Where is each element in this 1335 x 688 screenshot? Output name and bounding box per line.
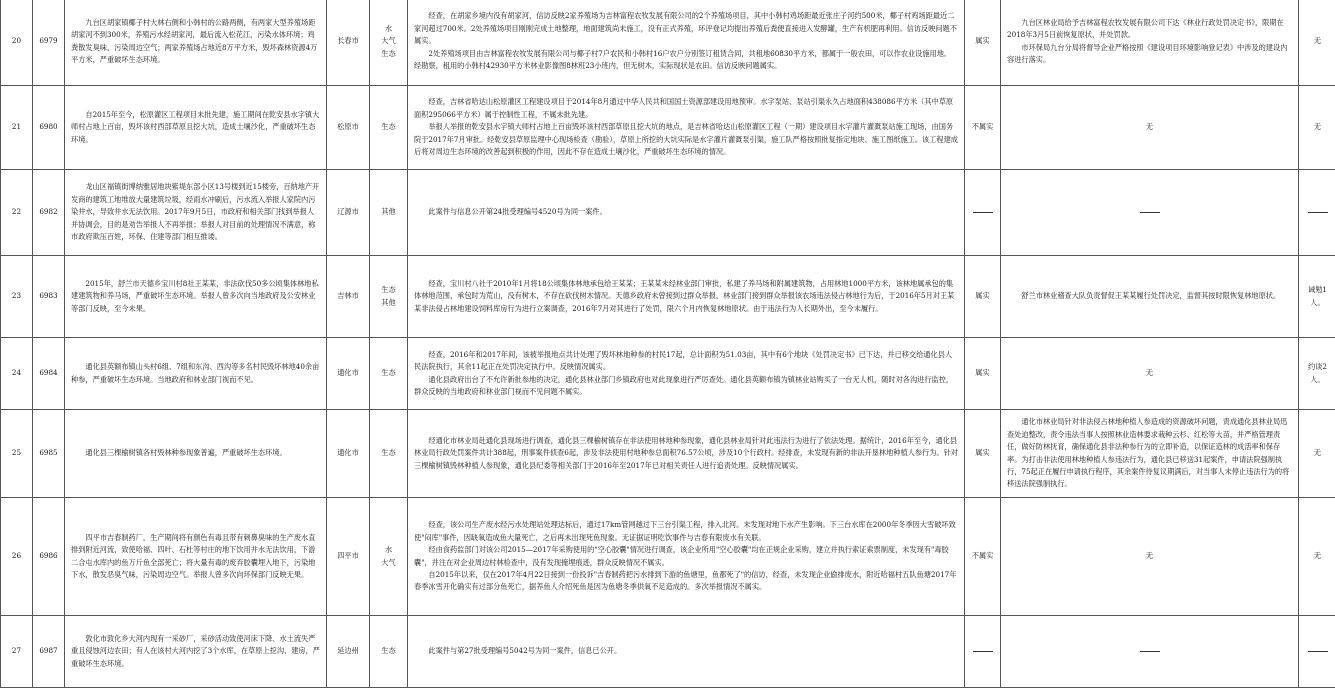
- investigation-result-cell: [408, 170, 965, 256]
- investigation-paragraph: 此案件与信息公开第24批受理编号4520号为同一案件。: [414, 206, 958, 218]
- table-row: [1, 256, 1335, 338]
- case-code-cell: [33, 498, 65, 616]
- handling-cell: [1001, 170, 1299, 256]
- table-row: [1, 410, 1335, 498]
- handling-cell: [1001, 256, 1299, 338]
- city-cell: [327, 498, 370, 616]
- complaint-content-cell: [65, 0, 327, 86]
- complaint-content: 四平市吉春制药厂，生产期间将有颜色有毒且带有刺鼻臭味的生产废水直排到附近河流，致使哈福、四叶、石杜等村庄的地下饮用井水无法饮用，下游二合屯水库内的鱼万斤鱼全部死亡；将大量有毒的废弃胶囊埋入地下，污染地下水，散发恶臭气味，污染周边空气。举报人曾多次向环保部门反映无果。: [71, 532, 320, 582]
- handling-text: 无: [1146, 368, 1153, 377]
- investigation-result-cell: [408, 0, 965, 86]
- case-code-cell: [33, 86, 65, 170]
- investigation-paragraph: 通化县政府出台了不允许新批参地的决定，通化县林业部门乡镇政府也对此现象进行严厉查处。通化县英额布镇为镇林业站购买了一台无人机，随时对各沟进行监控，群众反映的当地政府和林业部门视而不见问题不属实。: [414, 374, 958, 399]
- complaint-content-cell: [65, 86, 327, 170]
- row-index-cell: [1, 170, 33, 256]
- row-index-cell: [1, 616, 33, 688]
- row-index-cell: [1, 86, 33, 170]
- row-index: 20: [12, 36, 21, 45]
- handling-paragraph: 舒兰市林业稽查大队负责督促王某某履行处罚决定，监督其按时限恢复林地原状。: [1007, 290, 1292, 302]
- city-cell: [327, 616, 370, 688]
- case-code-cell: [33, 338, 65, 410]
- verdict-cell: [965, 616, 1001, 688]
- investigation-result-cell: [408, 86, 965, 170]
- investigation-result-cell: [408, 616, 965, 688]
- city: 四平市: [337, 551, 359, 560]
- accountability-cell: [1299, 338, 1335, 410]
- complaint-content: 通化县英额布镇山头村6组、7组和东沟、西沟等多名村民毁坏林地40余亩种参，严重破坏生态环境。当地政府和林业部门视而不见。: [71, 361, 320, 386]
- row-index-cell: [1, 0, 33, 86]
- city: 长春市: [337, 36, 359, 45]
- case-code-cell: [33, 256, 65, 338]
- pollution-type-cell: [370, 410, 408, 498]
- city: 通化市: [337, 448, 359, 457]
- investigation-result-cell: [408, 410, 965, 498]
- accountability: 诫勉1人。: [1308, 285, 1327, 306]
- row-index: 26: [12, 551, 21, 560]
- case-code: 6983: [39, 291, 57, 300]
- verdict: 属实: [975, 368, 989, 377]
- empty-dash: [1140, 651, 1160, 652]
- accountability-cell: [1299, 616, 1335, 688]
- investigation-result-cell: [408, 498, 965, 616]
- accountability-cell: [1299, 0, 1335, 86]
- handling-cell: [1001, 616, 1299, 688]
- row-index-cell: [1, 256, 33, 338]
- accountability-cell: [1299, 498, 1335, 616]
- accountability: 无: [1314, 448, 1321, 457]
- case-code: 6986: [39, 551, 57, 560]
- complaint-content-cell: [65, 256, 327, 338]
- complaint-content-cell: [65, 170, 327, 256]
- table-row: [1, 338, 1335, 410]
- pollution-type: 水: [376, 544, 401, 556]
- investigation-paragraph: 举报人举报的乾安县水字镇大师村占地上百亩毁坏该村西部草原且挖大坑的地点，是吉林省哈达山松原灌区工程（一期）建设项目水字灌片灌溉泵站施工现场，由国务院于2017年7月审批。经乾安县草原监理中心现场检查（勘验），草原上所挖的大坑实际是水字灌片灌溉泵引渠，施工队严格按照批复指定地块、施工图纸施工。该工程建成后将对周边生态环境的改善起到积极的作用，因此不存在造成土壤沙化，严重破坏生态环境的情况。: [414, 121, 958, 158]
- row-index-cell: [1, 498, 33, 616]
- investigation-paragraph: 经查，宝川村八社于2010年1月将18公顷集体林地承包给王某某；王某某未经林业部门审批，私建了养马场和附属建筑物，占用林地1000平方米，该林地属承包的集体林地范围，承包时为荒山，没有树木，不存在砍伐树木情况。天德乡政府未曾接到过群众举报，林业部门接到群众举报该农场违法侵占林地行为后，于2016年5月对王某某非法侵占林地建设饲料库房行为进行立案调查，2016年7月对其进行了处罚，限六个月内恢复林地原状。由于违法行为人长期外出，至今未履行。: [414, 278, 958, 315]
- pollution-type: 水: [376, 23, 401, 35]
- complaint-content: 2015年，舒兰市天德乡宝川村8社王某某，非法砍伐50多公顷集体林地私建建筑物和养马场，严重破坏生态环境。举报人曾多次向当地政府及公安林业等部门反映，至今未果。: [71, 278, 320, 315]
- city: 延边州: [337, 646, 359, 655]
- complaint-content: 通化县三棵榆树镇各村毁林种参现象普遍，严重破坏生态环境。: [71, 447, 320, 459]
- pollution-type: 大气: [376, 557, 401, 569]
- handling-cell: [1001, 410, 1299, 498]
- case-code: 6984: [39, 368, 57, 377]
- city: 吉林市: [337, 291, 359, 300]
- pollution-type: 其他: [376, 297, 401, 309]
- investigation-paragraph: 2处养殖场项目由吉林富程农牧发展有限公司与椰子村7户农民和小韩村16户农户分别签订租赁合同，共租地60830平方米，都属于一般农田，可以作农业设施用地。经勘察，租用的小韩村42930平方米林业影像图8林班23小班内，但无树木，实际现状是农田。信访反映问题属实。: [414, 48, 958, 73]
- handling-paragraph: 九台区林业局给予吉林富程农牧发展有限公司下达《林业行政处罚决定书》，限期在2018年3月5日前恢复原状，并处罚款。: [1007, 17, 1292, 42]
- pollution-type: 生态: [376, 48, 401, 60]
- empty-dash: [973, 212, 993, 213]
- row-index: 21: [12, 122, 21, 131]
- complaint-content: 九台区胡家镇椰子村大林右侧和小韩村的公路两侧，有两家大型养殖场距胡家河不到300米，养殖污水经胡家河，最后流入松花江，污染水体环境；鸡粪散发臭味，污染周边空气；两家养殖场占地近8万平方米，毁坏森林资源4万平方米，严重破坏生态环境。: [71, 17, 320, 67]
- handling-cell: [1001, 0, 1299, 86]
- verdict-cell: [965, 0, 1001, 86]
- handling-cell: [1001, 338, 1299, 410]
- table-row: [1, 170, 1335, 256]
- row-index: 25: [12, 448, 21, 457]
- investigation-paragraph: 经查，该公司生产废水经污水处理站处理达标后，通过17km管网越过下三台引渠工程，排入北河。未发现对地下水产生影响。下三台水库在2000年冬季因大雪破坏致使"闷库"事件，因缺氧造成鱼大量死亡，之后再未出现死鱼现象。无证据证明吃饮事件与吉春有限废水有关联。: [414, 519, 958, 544]
- city: 通化市: [337, 368, 359, 377]
- row-index-cell: [1, 338, 33, 410]
- complaint-content: 自2015年至今，松原灌区工程项目未批先建，施工期间在乾安县水字镇大师村占地上百亩，毁坏该村西部草原且挖大坑，造成土壤沙化，严重破坏生态环境。: [71, 109, 320, 146]
- pollution-type-cell: [370, 498, 408, 616]
- row-index-cell: [1, 410, 33, 498]
- case-code-cell: [33, 616, 65, 688]
- investigation-paragraph: 自2015年以来，仅在2017年4月22日接到一份投诉"吉春制药把污水排到下游的鱼塘里，鱼都死了"的信访，经查，未发现企业偷排废水，附近哈福村五队鱼塘2017年春季冰雪开化确实有过部分鱼死亡，据养鱼人介绍死鱼是因为鱼塘冬季供氧不足造成的。多次举报情况不属实。: [414, 569, 958, 594]
- city-cell: [327, 410, 370, 498]
- case-code-cell: [33, 0, 65, 86]
- verdict: 属实: [975, 291, 989, 300]
- pollution-type: 生态: [376, 645, 401, 657]
- investigation-paragraph: 经查，吉林省哈达山松原灌区工程建设项目于2014年8月通过中华人民共和国国土资源部建设用地预审。水字泵站、泵站引渠永久占地面积438086平方米（其中草原面积295066平方米）属于控制性工程，不属未批先建。: [414, 96, 958, 121]
- city-cell: [327, 170, 370, 256]
- row-index: 24: [12, 368, 21, 377]
- verdict-cell: [965, 170, 1001, 256]
- table-row: [1, 86, 1335, 170]
- case-code: 6987: [39, 646, 57, 655]
- accountability: 约谈2人。: [1308, 362, 1327, 383]
- verdict-cell: [965, 410, 1001, 498]
- investigation-paragraph: 经查，在胡家乡境内没有胡家河，信访反映2家养殖场为吉林富程农牧发展有限公司的2个养殖场项目，其中小韩村鸡场距最近张庄子河约500米，椰子村鸡场距最近二家河超过700米。2处养殖场项目刚刚完成土地整理，地面建筑尚未施工，没有正式养殖，环评登记均提出养殖后粪便直接进入发酵罐，生产有机肥再利用。信访反映问题不属实。: [414, 10, 958, 47]
- investigation-result-cell: [408, 256, 965, 338]
- accountability: 无: [1314, 122, 1321, 131]
- handling-cell: [1001, 86, 1299, 170]
- city-cell: [327, 256, 370, 338]
- handling-cell: [1001, 498, 1299, 616]
- pollution-type: 生态: [376, 367, 401, 379]
- city-cell: [327, 86, 370, 170]
- table-row: [1, 0, 1335, 86]
- accountability-cell: [1299, 170, 1335, 256]
- accountability: 无: [1314, 551, 1321, 560]
- city: 松原市: [337, 122, 359, 131]
- verdict: 不属实: [972, 122, 994, 131]
- case-code-cell: [33, 170, 65, 256]
- accountability-cell: [1299, 256, 1335, 338]
- pollution-type-cell: [370, 338, 408, 410]
- empty-dash: [973, 651, 993, 652]
- verdict: 属实: [975, 448, 989, 457]
- handling-text: 无: [1146, 122, 1153, 131]
- pollution-type: 生态: [376, 284, 401, 296]
- handling-paragraph: 通化市林业局针对非法侵占林地种植人参造成的资源破坏问题，责成通化县林业局迅查处迫整改，责令违法当事人按照林业造林要求栽种云杉、红松等大苗，并严格管理责任，做好防林抚育，确保通化县非法种参行为的立即补造，以保证造林的成活率和保存率。为打击非法使用林地种植人参违法行为，通化县已移送31起案件，申请法院强制执行，75起正在履行申请执行程序，其余案件待复议期满后，对当事人未停止违法行为的将移送法院强制执行。: [1007, 416, 1292, 490]
- pollution-type: 生态: [376, 121, 401, 133]
- city: 辽源市: [337, 207, 359, 216]
- verdict-cell: [965, 338, 1001, 410]
- handling-paragraph: 市环保局九台分局将督导企业严格按照《建设项目环境影响登记表》中涉及的建设内容进行落实。: [1007, 42, 1292, 67]
- case-code: 6985: [39, 448, 57, 457]
- pollution-type: 大气: [376, 35, 401, 47]
- verdict-cell: [965, 86, 1001, 170]
- complaint-content-cell: [65, 338, 327, 410]
- row-index: 22: [12, 207, 21, 216]
- handling-text: 无: [1146, 551, 1153, 560]
- case-code: 6979: [39, 36, 57, 45]
- table-row: [1, 616, 1335, 688]
- complaint-content-cell: [65, 410, 327, 498]
- accountability-cell: [1299, 86, 1335, 170]
- pollution-type: 生态: [376, 447, 401, 459]
- complaint-content: 龙山区福镇街博纳雅居地块紫堤东部小区13号楼到近15楼旁，百纳地产开发商的建筑工地堆放大量建筑垃圾，经雨水冲刷后，污水流入举报人家院内污染井水，导致井水无法饮用。2017年9月5日，市政府和相关部门找到举报人并协调会，目的是劝告举报人不再举报；举报人对目前的处理情况不满意，称市政府欺压百姓，环保、住建等部门相互推诿。: [71, 181, 320, 243]
- empty-dash: [1140, 212, 1160, 213]
- accountability-cell: [1299, 410, 1335, 498]
- empty-dash: [1308, 651, 1328, 652]
- accountability: 无: [1314, 36, 1321, 45]
- table-row: [1, 498, 1335, 616]
- investigation-paragraph: 经通化市林业局赴通化县现场进行调查，通化县三棵榆树镇存在非法使用林地种参现象，通化县林业局针对此违法行为进行了依法处理。据统计，2016年至今，通化县林业局行政处罚案件共计388起，刑事案件侦查6起，涉及非法使用村地种参总面积76.57公顷，涉及10个行政村。经排查，未发现有新的非法开垦林地种植人参行为。针对三棵榆树镇毁林种植人参现象，通化县纪委等相关部门于2016年至2017年已对相关责任人进行追责处理。反映情况属实。: [414, 435, 958, 472]
- city-cell: [327, 0, 370, 86]
- row-index: 27: [12, 646, 21, 655]
- case-code-cell: [33, 410, 65, 498]
- investigation-paragraph: 经查，2016年和2017年间，该被举报地点共计处理了毁坏林地种参的村民17起，总计面积为51.03亩，其中有6个地块《处罚决定书》已下达，并已移交给通化县人民法院执行，其余11起正在处罚决定执行中。反映情况属实。: [414, 349, 958, 374]
- pollution-type-cell: [370, 256, 408, 338]
- verdict-cell: [965, 256, 1001, 338]
- case-code: 6982: [39, 207, 57, 216]
- investigation-result-cell: [408, 338, 965, 410]
- complaint-content-cell: [65, 616, 327, 688]
- pollution-type-cell: [370, 616, 408, 688]
- verdict: 属实: [975, 36, 989, 45]
- investigation-paragraph: 经由食药监部门对该公司2015—2017年采购使用的"空心胶囊"情况进行调查，该企业所用"空心胶囊"均在正规企业采购，建立并执行索证索票制度，未发现有"毒胶囊"，并注在对企业周边村林检查中，没有发现掩埋痕迹，群众反映情况不属实。: [414, 544, 958, 569]
- pollution-type-cell: [370, 170, 408, 256]
- pollution-type-cell: [370, 0, 408, 86]
- pollution-type-cell: [370, 86, 408, 170]
- complaint-content: 敦化市敦化乡大河内现有一采砂厂，采砂活动致使河床下降、水土流失严重且侵蚀河边农田；有人在该村大河内挖了3个水库，在草原上挖沟、建房，严重破坏生态环境。: [71, 633, 320, 670]
- pollution-type: 其他: [376, 206, 401, 218]
- complaint-content-cell: [65, 498, 327, 616]
- city-cell: [327, 338, 370, 410]
- investigation-paragraph: 此案件与第27批受理编号5042号为同一案件，信息已公开。: [414, 645, 958, 657]
- row-index: 23: [12, 291, 21, 300]
- verdict-cell: [965, 498, 1001, 616]
- case-code: 6980: [39, 122, 57, 131]
- empty-dash: [1308, 212, 1328, 213]
- verdict: 不属实: [972, 551, 994, 560]
